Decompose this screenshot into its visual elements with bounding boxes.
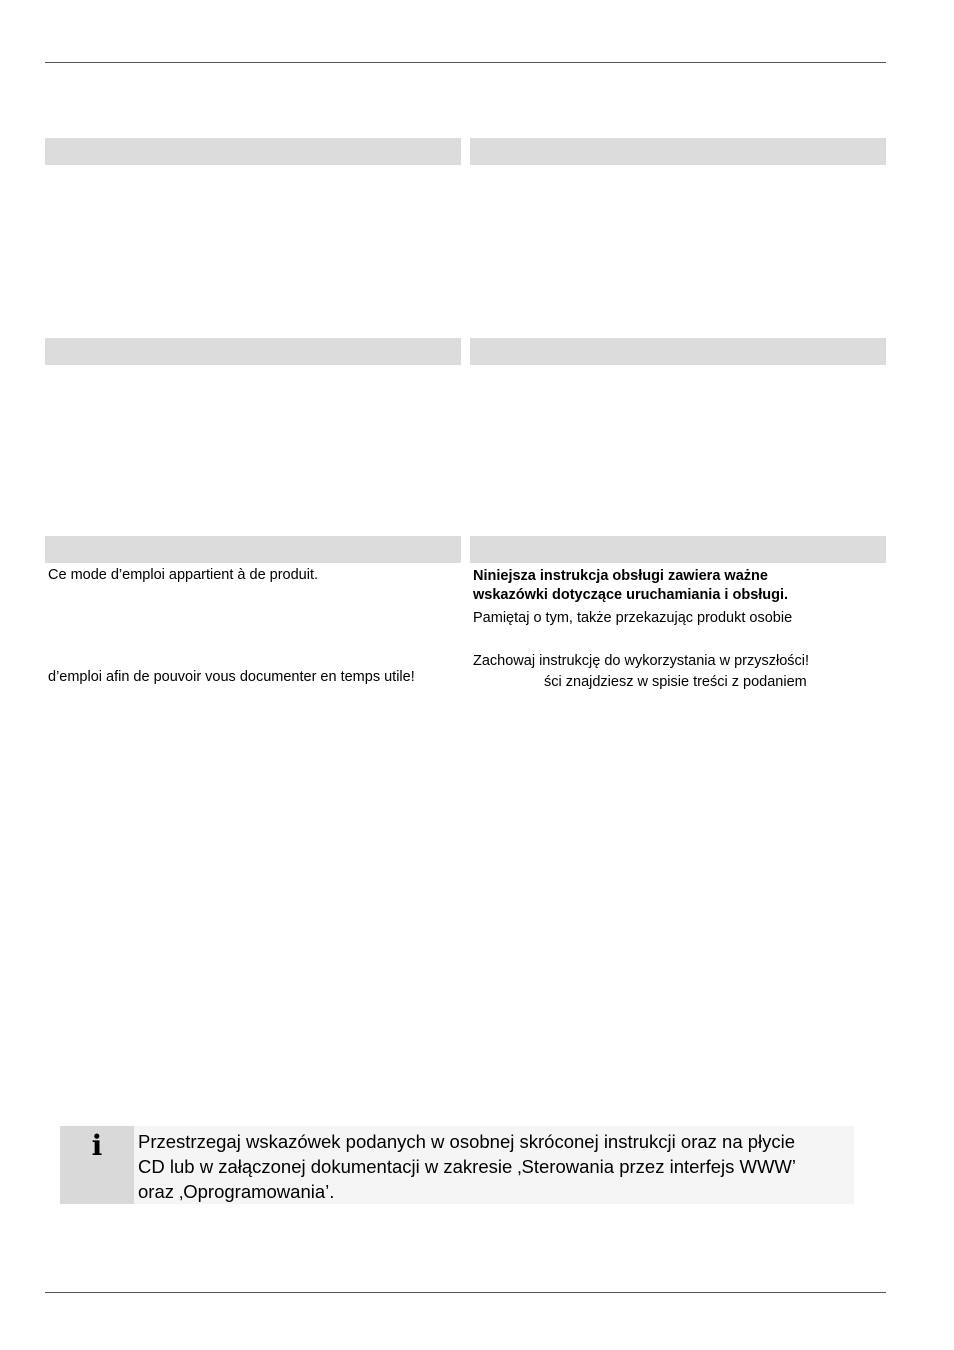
left-text-line-1: Ce mode d’emploi appartient à de produit.	[48, 567, 319, 583]
right-text-line-2: Zachowaj instrukcję do wykorzystania w przyszłości!	[473, 653, 810, 669]
left-text-line-2: d’emploi afin de pouvoir vous documenter en temps utile!	[48, 669, 415, 685]
right-text-line-3: ści znajdziesz w spisie treści z podaniem	[544, 674, 807, 690]
info-note	[60, 1126, 854, 1204]
section-bar-right-2	[470, 338, 886, 365]
section-bar-left-2	[45, 338, 461, 365]
top-rule	[45, 62, 886, 63]
section-bar-left-1	[45, 138, 461, 165]
section-bar-left-3	[45, 536, 461, 563]
info-note-line-3: oraz ‚Oprogramowania’.	[138, 1181, 335, 1202]
bottom-rule	[45, 1292, 886, 1293]
section-bar-right-1	[470, 138, 886, 165]
info-note-text	[138, 1129, 848, 1204]
right-bold-line-1: Niniejsza instrukcja obsługi zawiera ważne	[473, 568, 768, 584]
right-bold-line-2: wskazówki dotyczące uruchamiania i obsługi.	[473, 587, 789, 603]
section-bar-right-3	[470, 536, 886, 563]
info-icon: i	[91, 1129, 103, 1162]
info-note-line-1: Przestrzegaj wskazówek podanych w osobnej skróconej instrukcji oraz na płycie	[138, 1131, 796, 1152]
right-text-line-1: Pamiętaj o tym, także przekazując produkt osobie	[473, 610, 793, 626]
info-icon-box	[60, 1126, 134, 1204]
info-note-line-2: CD lub w załączonej dokumentacji w zakresie ‚Sterowania przez interfejs WWW’	[138, 1156, 797, 1177]
